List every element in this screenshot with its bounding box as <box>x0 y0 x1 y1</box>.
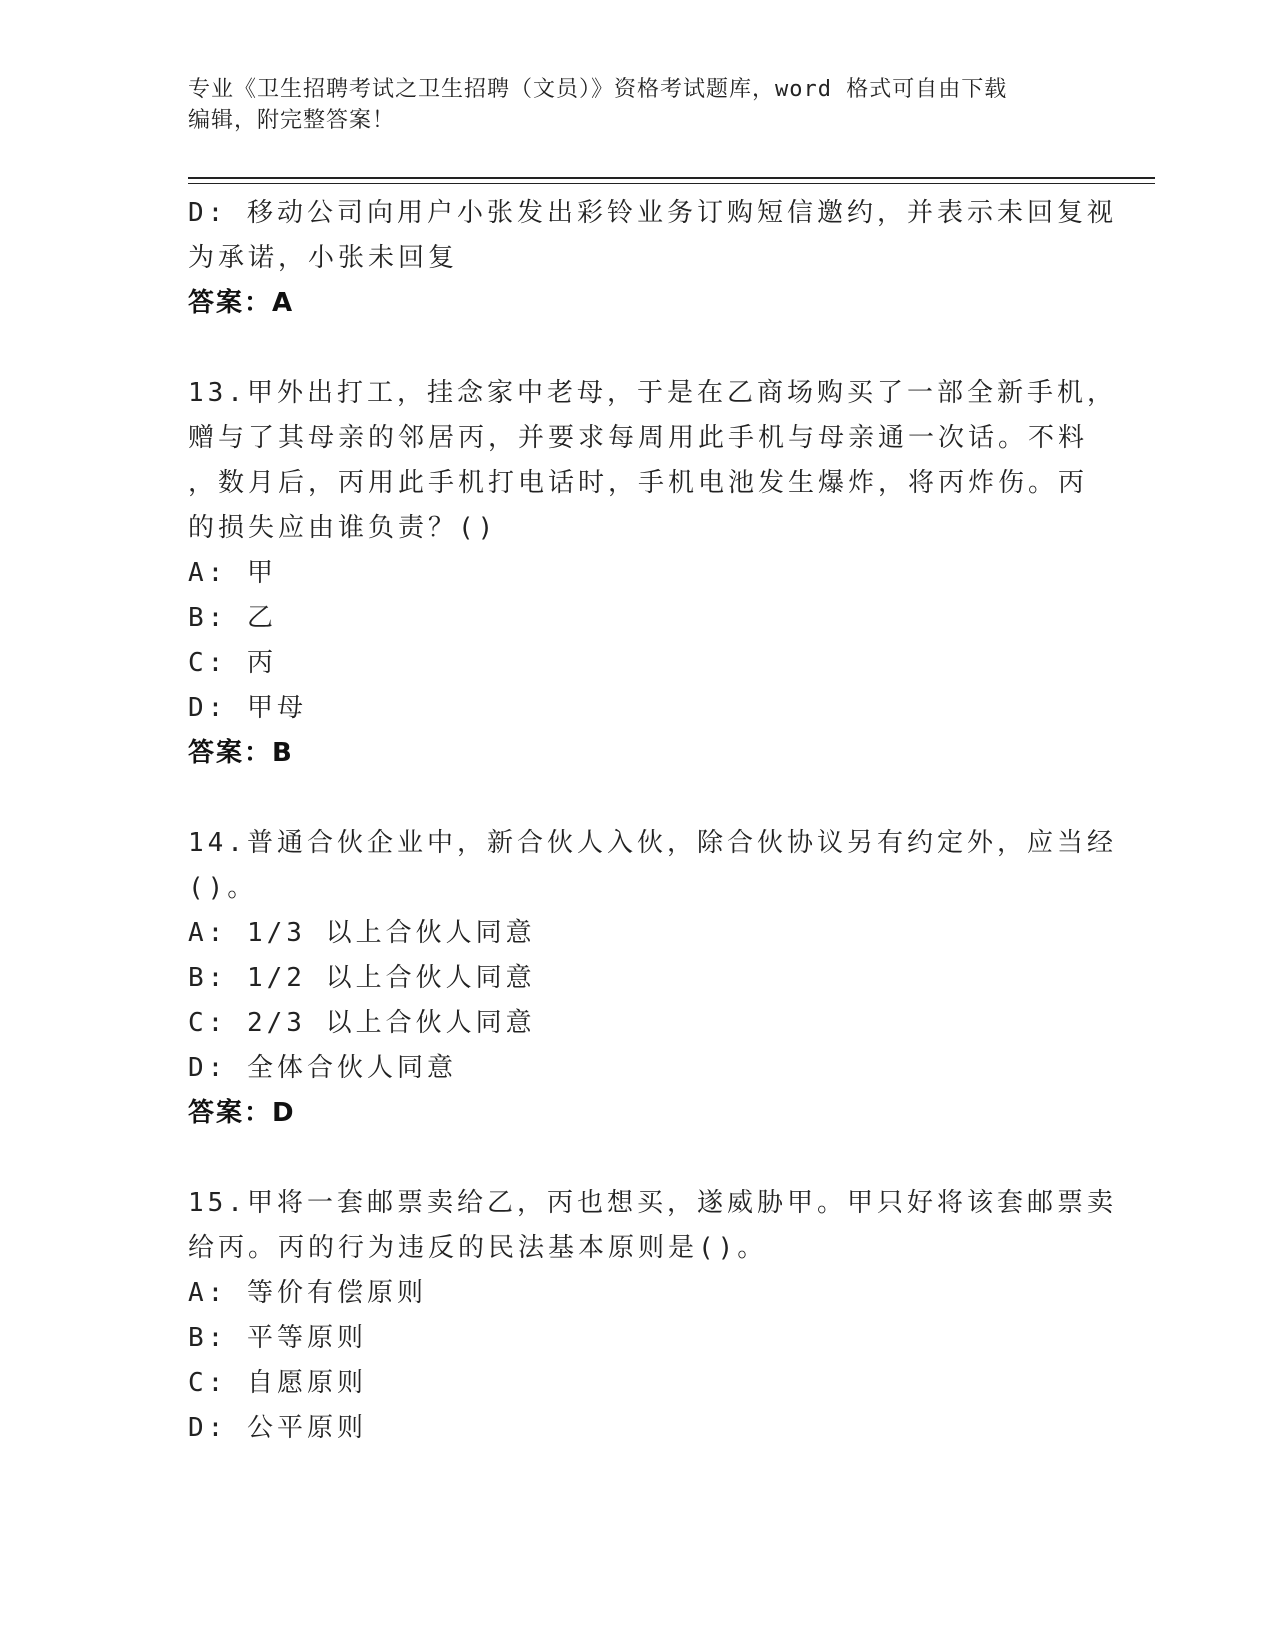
option-d: D: 公平原则 <box>188 1413 367 1443</box>
header-rule-thick <box>188 177 1155 179</box>
option-a: A: 甲 <box>188 558 277 588</box>
question-15 <box>188 1181 1117 1451</box>
header-line-2: 编辑，附完整答案！ <box>188 108 396 133</box>
question-stem-line: ，数月后，丙用此手机打电话时，手机电池发生爆炸，将丙炸伤。丙 <box>188 468 1089 498</box>
option-d: D: 甲母 <box>188 693 307 723</box>
option-b: B: 乙 <box>188 603 277 633</box>
spacer <box>188 776 1078 821</box>
spacer <box>188 326 1078 371</box>
option-d-line-2: 为承诺，小张未回复 <box>188 243 459 273</box>
header-line-1: 专业《卫生招聘考试之卫生招聘（文员）》资格考试题库，word 格式可自由下载 <box>188 77 1008 102</box>
question-stem-line: 13.甲外出打工，挂念家中老母，于是在乙商场购买了一部全新手机， <box>188 378 1117 408</box>
option-a: A: 1/3 以上合伙人同意 <box>188 918 536 948</box>
option-c: C: 自愿原则 <box>188 1368 367 1398</box>
option-b: B: 平等原则 <box>188 1323 367 1353</box>
option-d-line-1: D: 移动公司向用户小张发出彩铃业务订购短信邀约，并表示未回复视 <box>188 198 1117 228</box>
option-c: C: 2/3 以上合伙人同意 <box>188 1008 536 1038</box>
question-content <box>188 191 1117 1451</box>
question-stem-line: 给丙。丙的行为违反的民法基本原则是()。 <box>188 1233 768 1263</box>
document-header <box>188 74 1068 136</box>
question-13 <box>188 371 1117 776</box>
question-stem-line: 15.甲将一套邮票卖给乙，丙也想买，遂威胁甲。甲只好将该套邮票卖 <box>188 1188 1117 1218</box>
answer-label: 答案：B <box>188 738 294 768</box>
header-rule-thin <box>188 183 1155 184</box>
answer-label: 答案：A <box>188 288 295 318</box>
question-stem-line: 的损失应由谁负责？() <box>188 513 498 543</box>
question-stem-line: ()。 <box>188 873 258 903</box>
option-b: B: 1/2 以上合伙人同意 <box>188 963 536 993</box>
answer-label: 答案：D <box>188 1098 296 1128</box>
option-d: D: 全体合伙人同意 <box>188 1053 457 1083</box>
question-stem-line: 赠与了其母亲的邻居丙，并要求每周用此手机与母亲通一次话。不料 <box>188 423 1089 453</box>
question-12-tail <box>188 191 1117 326</box>
option-a: A: 等价有偿原则 <box>188 1278 427 1308</box>
spacer <box>188 1136 1078 1181</box>
question-stem-line: 14.普通合伙企业中，新合伙人入伙，除合伙协议另有约定外，应当经 <box>188 828 1117 858</box>
question-14 <box>188 821 1117 1136</box>
option-c: C: 丙 <box>188 648 277 678</box>
